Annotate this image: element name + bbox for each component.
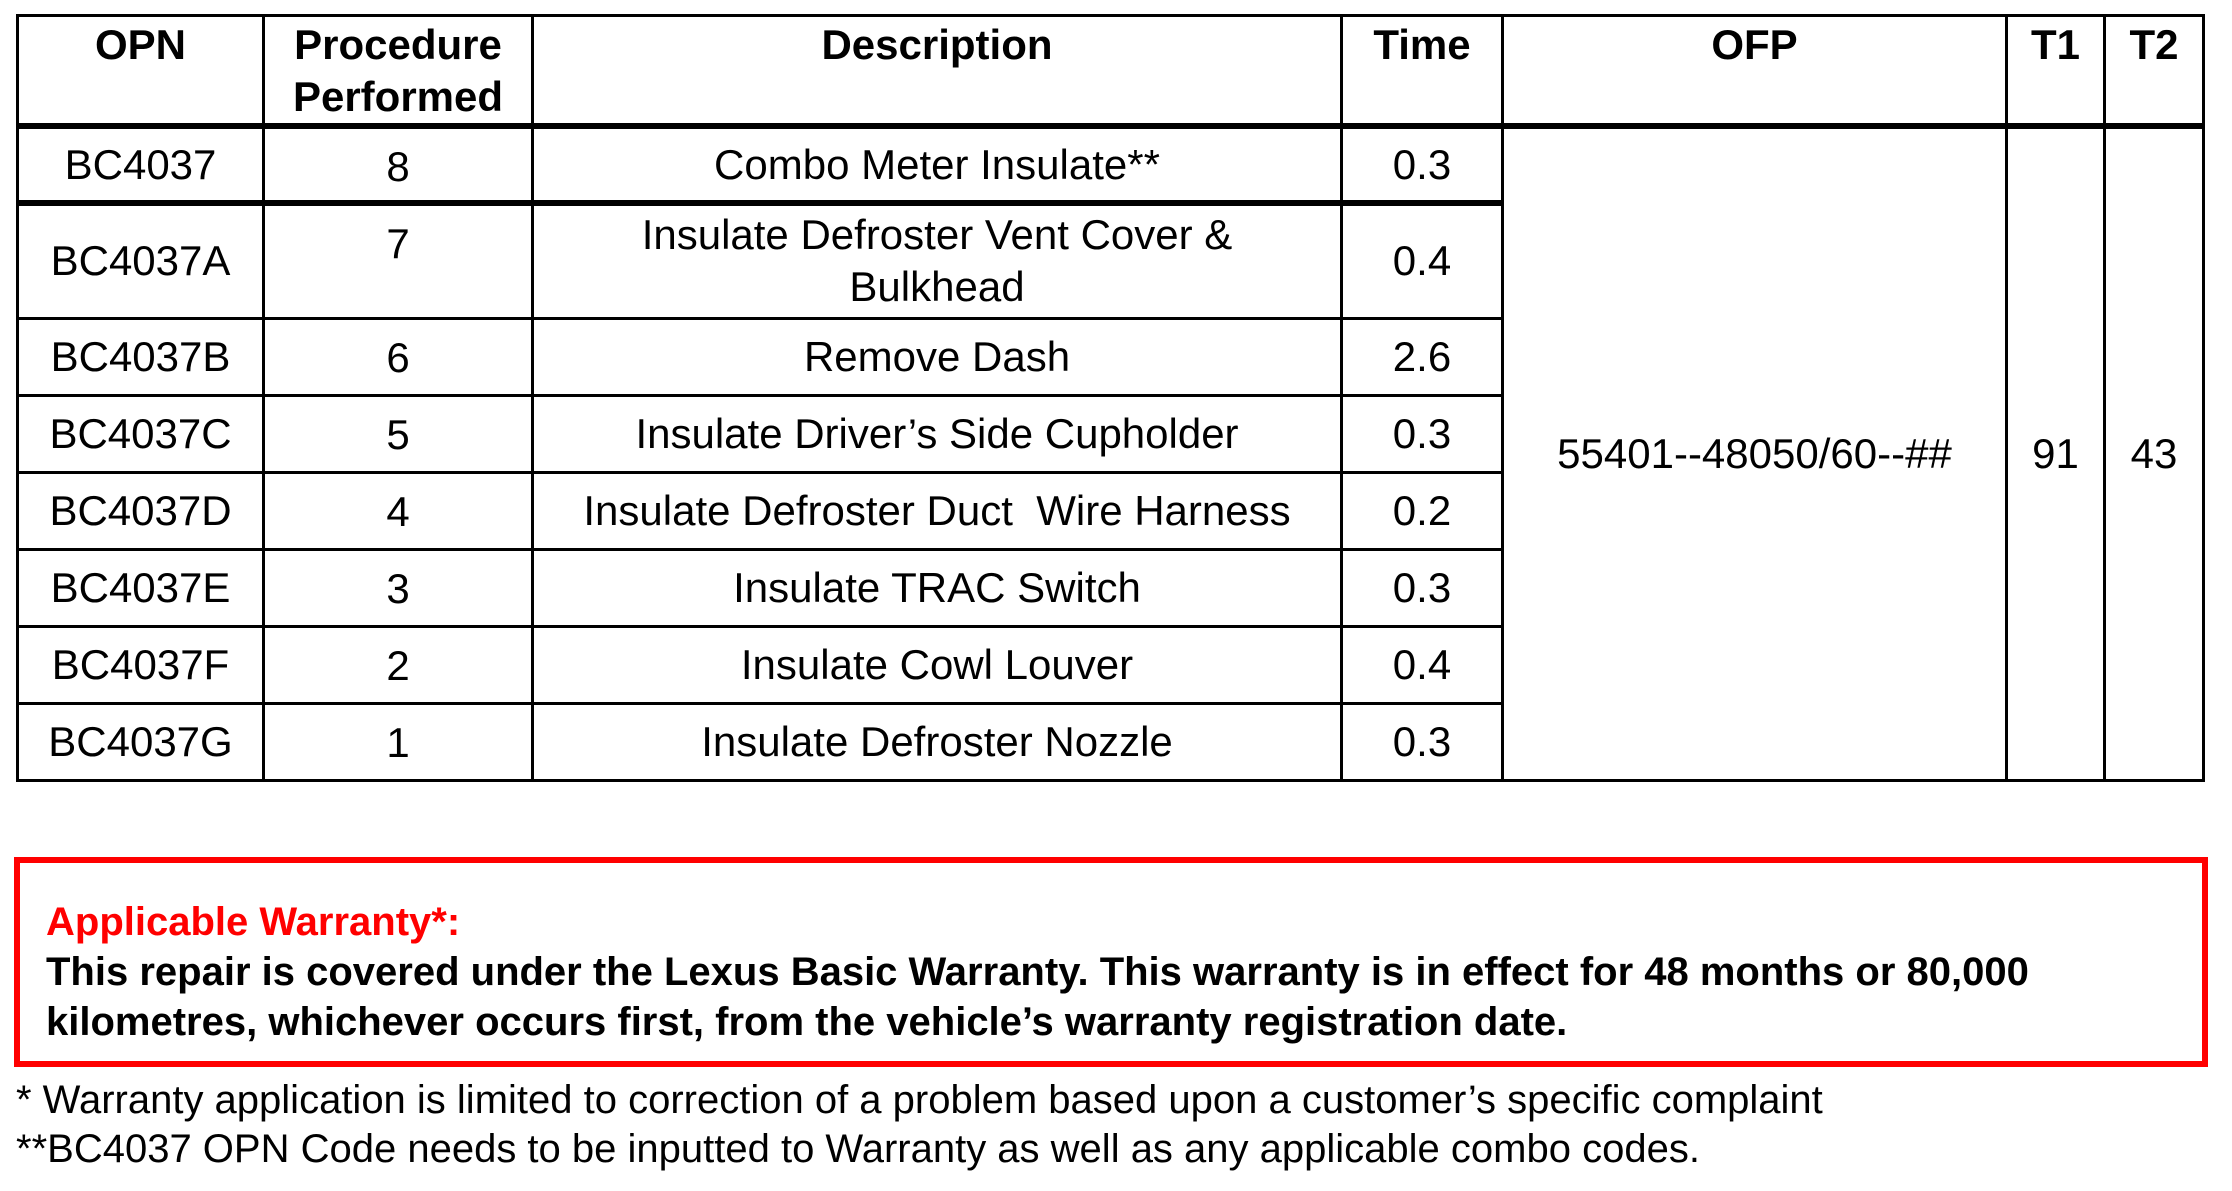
- opn-cell: BC4037G: [18, 703, 264, 780]
- operations-table: [16, 14, 2205, 782]
- header-procedure: [264, 16, 533, 127]
- time-cell: 0.4: [1342, 626, 1503, 703]
- header-ofp: OFP: [1503, 16, 2007, 127]
- footnote-warranty-application: * Warranty application is limited to correction of a problem based upon a customer’s specific complaint: [16, 1078, 1823, 1122]
- opn-cell: BC4037F: [18, 626, 264, 703]
- warranty-text: This repair is covered under the Lexus Basic Warranty. This warranty is in effect for 48 months or 80,000 kilometres, whichever occurs first, from the vehicle’s warranty registration date.: [46, 950, 2029, 1044]
- description-cell: [533, 203, 1342, 318]
- time-cell: 2.6: [1342, 318, 1503, 395]
- header-time: Time: [1342, 16, 1503, 127]
- procedure-cell: 5: [264, 395, 533, 472]
- opn-cell: BC4037C: [18, 395, 264, 472]
- description-cell: Combo Meter Insulate**: [533, 126, 1342, 203]
- footnote-opn-code: **BC4037 OPN Code needs to be inputted to Warranty as well as any applicable combo codes.: [16, 1127, 1700, 1171]
- table-row: [18, 126, 2204, 203]
- header-opn: OPN: [18, 16, 264, 127]
- opn-cell: BC4037: [18, 126, 264, 203]
- t2-cell: 43: [2105, 126, 2204, 780]
- header-procedure-line2: Performed: [292, 73, 504, 120]
- opn-cell: BC4037A: [18, 203, 264, 318]
- warranty-title: Applicable Warranty*:: [46, 900, 461, 944]
- procedure-cell: 1: [264, 703, 533, 780]
- time-cell: 0.2: [1342, 472, 1503, 549]
- t1-cell: 91: [2007, 126, 2105, 780]
- ofp-cell: 55401--48050/60--##: [1503, 126, 2007, 780]
- procedure-cell: 3: [264, 549, 533, 626]
- description-cell: Insulate Driver’s Side Cupholder: [533, 395, 1342, 472]
- description-cell: Insulate Defroster Nozzle: [533, 703, 1342, 780]
- time-cell: 0.4: [1342, 203, 1503, 318]
- time-cell: 0.3: [1342, 395, 1503, 472]
- header-t1: T1: [2007, 16, 2105, 127]
- header-procedure-line1: Procedure: [294, 21, 502, 68]
- warranty-notice-box: [14, 857, 2208, 1067]
- description-cell: Remove Dash: [533, 318, 1342, 395]
- procedure-cell: 7: [264, 203, 533, 318]
- procedure-cell: 4: [264, 472, 533, 549]
- description-cell: Insulate Defroster Duct Wire Harness: [533, 472, 1342, 549]
- description-line2: Bulkhead: [849, 263, 1025, 311]
- description-cell: Insulate TRAC Switch: [533, 549, 1342, 626]
- time-cell: 0.3: [1342, 549, 1503, 626]
- description-cell: Insulate Cowl Louver: [533, 626, 1342, 703]
- header-row: [18, 16, 2204, 127]
- header-description: Description: [533, 16, 1342, 127]
- opn-cell: BC4037B: [18, 318, 264, 395]
- header-t2: T2: [2105, 16, 2204, 127]
- description-line1: Insulate Defroster Vent Cover &: [641, 211, 1233, 259]
- procedure-cell: 8: [264, 126, 533, 203]
- time-cell: 0.3: [1342, 703, 1503, 780]
- time-cell: 0.3: [1342, 126, 1503, 203]
- opn-cell: BC4037D: [18, 472, 264, 549]
- opn-cell: BC4037E: [18, 549, 264, 626]
- procedure-cell: 2: [264, 626, 533, 703]
- procedure-cell: 6: [264, 318, 533, 395]
